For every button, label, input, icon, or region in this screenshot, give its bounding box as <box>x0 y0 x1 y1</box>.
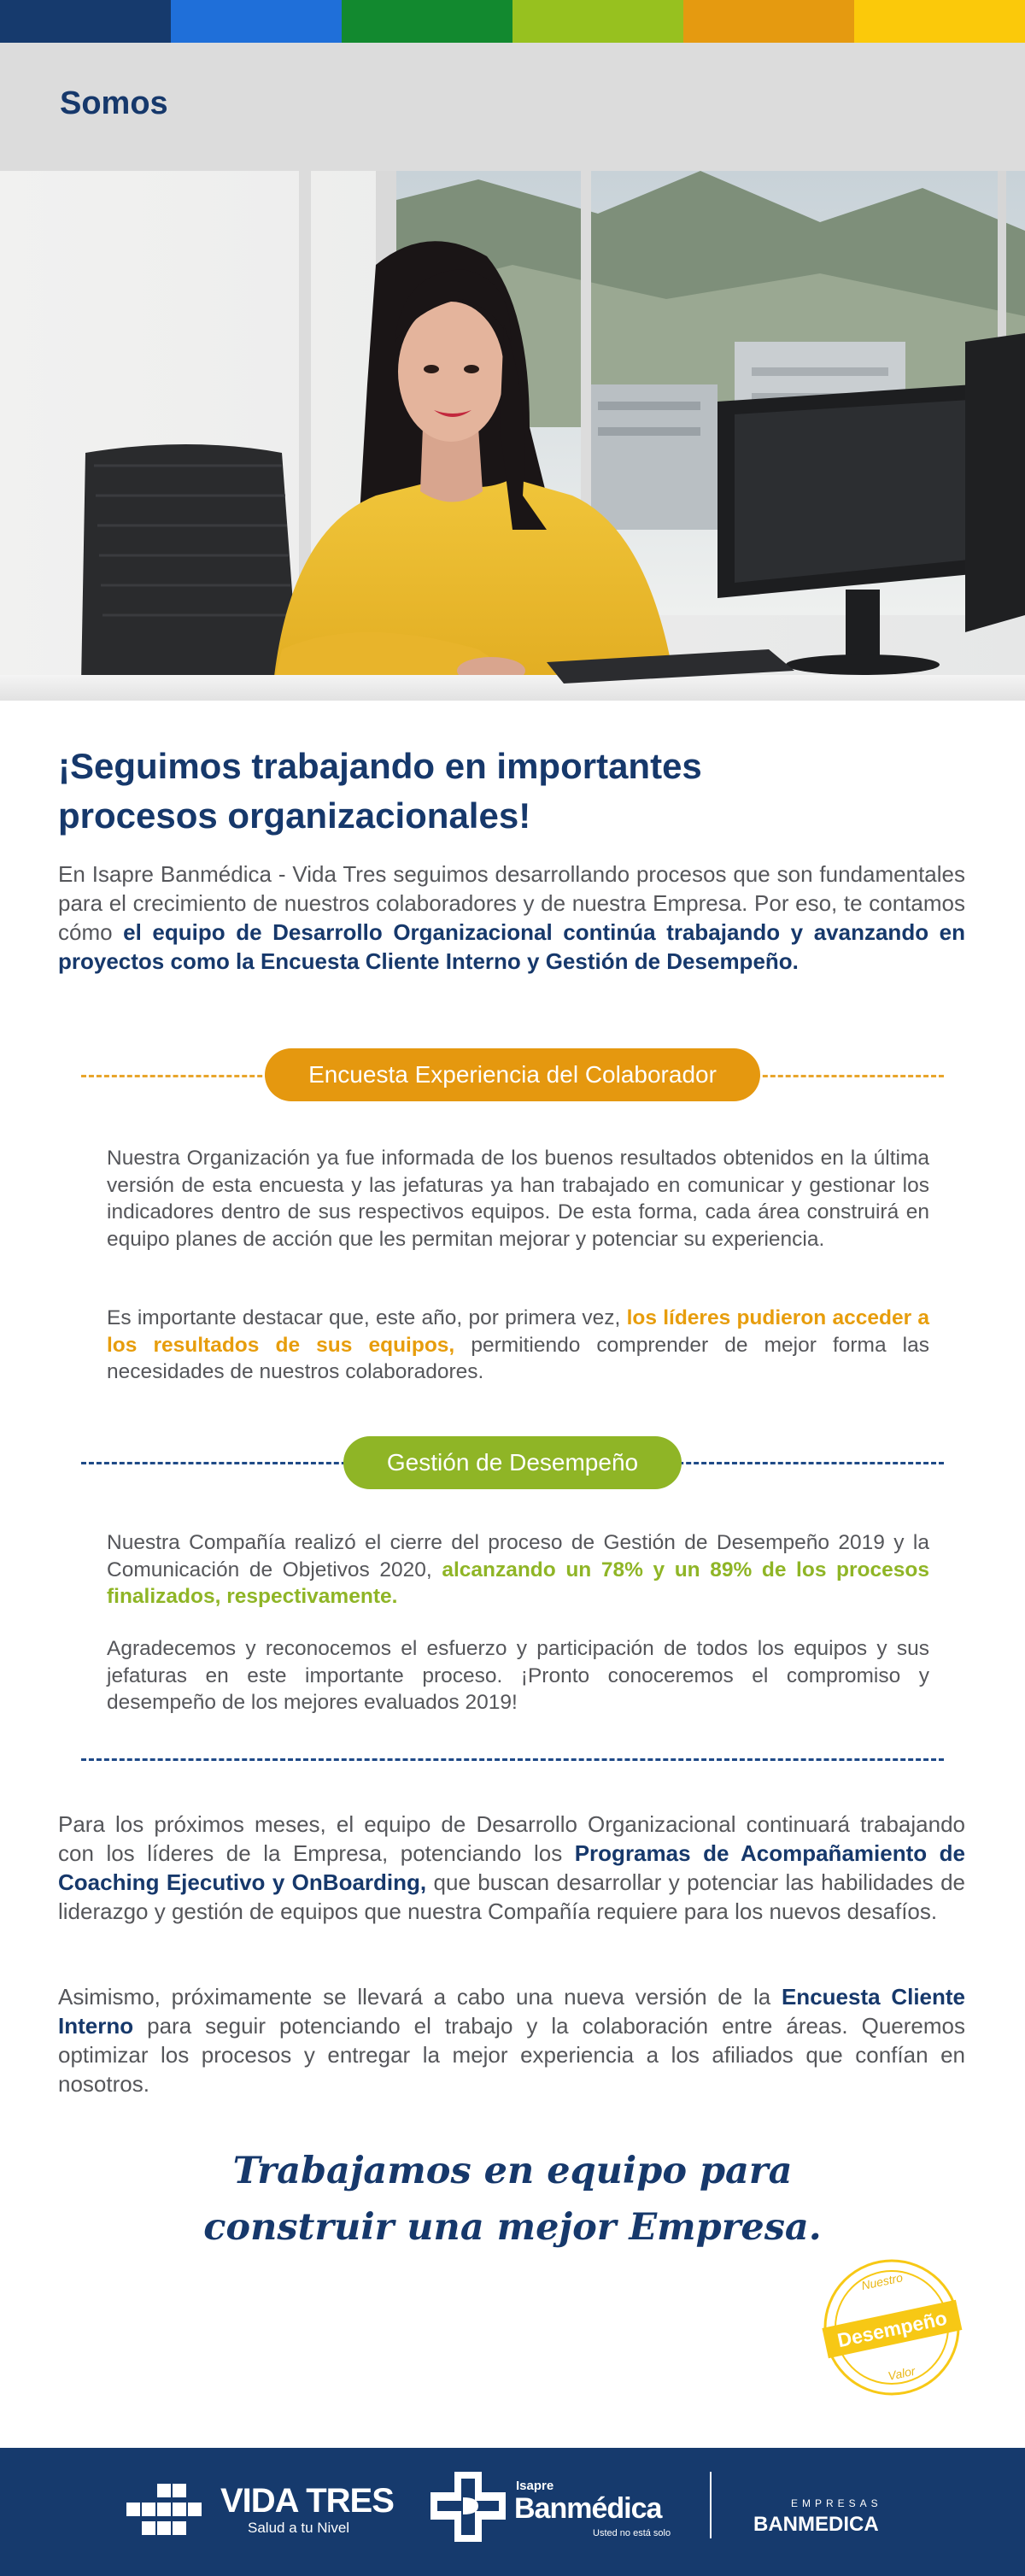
closing-p1-bold: Programas de Acompañamiento de Coaching Ejecutivo y OnBoarding, <box>58 1840 965 1895</box>
section-divider-end <box>81 1758 944 1761</box>
section1-p2-highlight: los líderes pudieron acceder a los resultados de sus equipos, <box>107 1306 929 1357</box>
vidatres-tagline: Salud a tu Nivel <box>248 2520 350 2536</box>
stripe-segment <box>0 0 171 43</box>
seal-top-text: Nuestro <box>859 2270 905 2293</box>
seal-bottom-text: Valor <box>887 2363 917 2383</box>
empresas-banmedica-name: BANMEDICA <box>753 2513 879 2536</box>
stripe-segment <box>342 0 512 43</box>
closing-p2-bold: Encuesta Cliente Interno <box>58 1984 966 2039</box>
pill-gestion-desempeno <box>343 1436 682 1489</box>
desempeno-seal-badge <box>822 2257 963 2398</box>
slogan <box>0 2143 1025 2256</box>
vidatres-name: VIDA TRES <box>220 2482 394 2520</box>
section2-p1-start: Nuestra Compañía realizó el cierre del proceso de Gestión de Desempeño 2019 y la Comunicación de Objetivos 2020, <box>107 1531 929 1581</box>
section1-p2-end: permitiendo comprender de mejor forma las necesidades de nuestros colaboradores. <box>107 1333 929 1383</box>
stripe-segment <box>512 0 683 43</box>
slogan-line-2: construir una mejor Empresa. <box>203 2206 822 2249</box>
stripe-segment <box>854 0 1025 43</box>
intro-bold-text: el equipo de Desarrollo Organizacional continúa trabajando y avanzando en proyectos como la Encuesta Cliente Interno y Gestión de Desempeño. <box>58 919 966 974</box>
headline-line-1: ¡Seguimos trabajando en importantes <box>58 746 702 786</box>
closing-p1-end: que buscan desarrollar y potenciar las habilidades de liderazgo y gestión de equipos que nuestra Compañía requiere para los nuevos desafíos. <box>58 1869 965 1924</box>
banmedica-prefix: Isapre <box>516 2479 554 2493</box>
section1-paragraph-1: Nuestra Organización ya fue informada de los buenos resultados obtenidos en la última versión de esta encuesta y las jefaturas ya han trabajado en comunicar y gestionar los indicadores dentro de sus respectivos equipos. De esta forma, cada área construirá en equipo planes de acción que les permitan mejorar y potenciar su experiencia. <box>107 1147 929 1251</box>
main-headline <box>58 742 964 841</box>
intro-text: En Isapre Banmédica - Vida Tres seguimos desarrollando procesos que son fundamentales para el crecimiento de nuestros colaboradores y de nuestra Empresa. Por eso, te contamos cómo <box>58 861 965 945</box>
pill-label: Gestión de Desempeño <box>386 1449 639 1476</box>
intro-paragraph <box>58 860 965 976</box>
office-photo-illustration <box>0 171 1025 701</box>
brand-color-stripe <box>0 0 1025 43</box>
closing-paragraph-1 <box>58 1810 965 1926</box>
section2-paragraph-2: Agradecemos y reconocemos el esfuerzo y participación de todos los equipos y sus jefaturas en este importante proceso. ¡Pronto conoceremos el compromiso y desempeño de los mejores evaluados 2019! <box>107 1637 929 1714</box>
banmedica-name: Banmédica <box>514 2492 662 2525</box>
section-header <box>0 43 1025 171</box>
banmedica-logo-mark <box>429 2472 507 2544</box>
hero-photo <box>0 171 1025 701</box>
closing-p2-start: Asimismo, próximamente se llevará a cabo una nueva versión de la <box>58 1984 782 2010</box>
slogan-line-1: Trabajamos en equipo para <box>232 2150 793 2192</box>
pill-label: Encuesta Experiencia del Colaborador <box>308 1061 717 1088</box>
footer-separator <box>710 2472 712 2538</box>
stripe-segment <box>171 0 342 43</box>
closing-paragraph-2 <box>58 1982 965 2098</box>
closing-p1-start: Para los próximos meses, el equipo de Desarrollo Organizacional continuará trabajando con los líderes de la Empresa, potenciando los <box>58 1811 965 1866</box>
empresas-label: EMPRESAS <box>791 2497 882 2509</box>
headline-line-2: procesos organizacionales! <box>58 795 531 836</box>
banmedica-tagline: Usted no está solo <box>593 2528 671 2538</box>
section1-p2-start: Es importante destacar que, este año, por primera vez, <box>107 1306 627 1329</box>
section-title: Somos <box>60 85 168 121</box>
stripe-segment <box>683 0 854 43</box>
section2-paragraph-1 <box>107 1529 929 1611</box>
pill-encuesta-experiencia <box>265 1048 760 1101</box>
section1-paragraph-2 <box>107 1305 929 1386</box>
seal-center-text: Desempeño <box>835 2306 949 2352</box>
footer <box>0 2448 1025 2576</box>
closing-p2-end: para seguir potenciando el trabajo y la colaboración entre áreas. Queremos optimizar los procesos y entregar la mejor experiencia a los afiliados que confían en nosotros. <box>58 2013 965 2097</box>
section2-p1-highlight: alcanzando un 78% y un 89% de los procesos finalizados, respectivamente. <box>107 1558 929 1608</box>
vidatres-logo-mark <box>126 2484 212 2537</box>
